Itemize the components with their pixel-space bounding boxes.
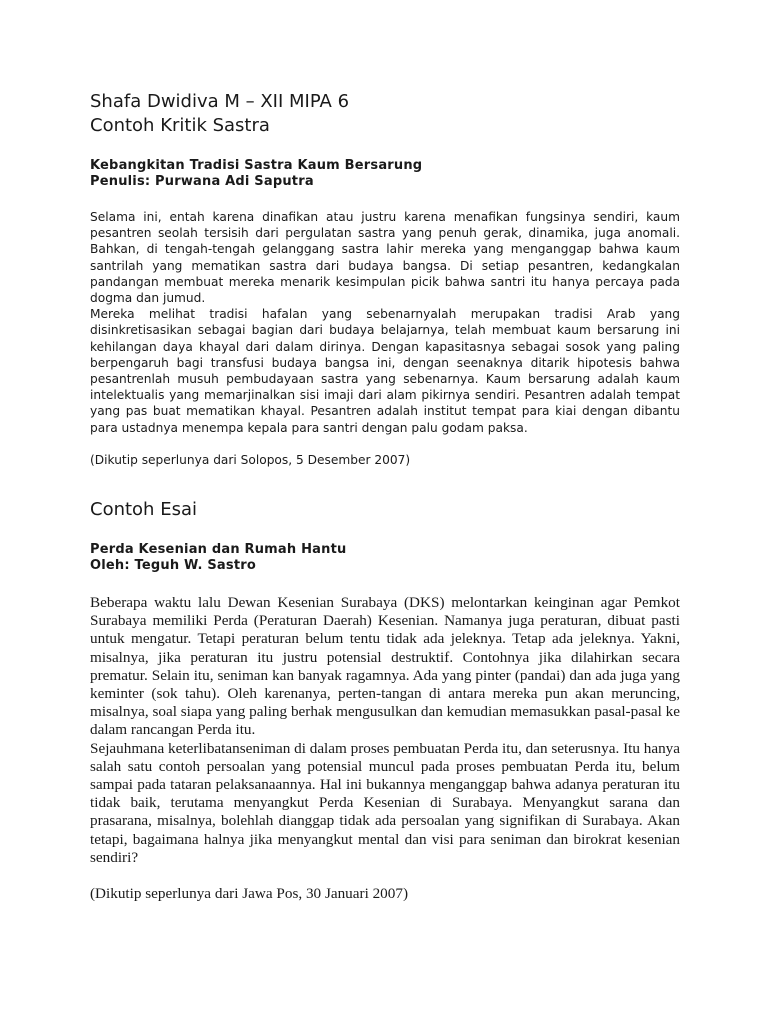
esai-source: (Dikutip seperlunya dari Jawa Pos, 30 Januari 2007) — [90, 885, 409, 903]
kritik-heading — [90, 158, 680, 190]
kritik-article-title: Kebangkitan Tradisi Sastra Kaum Bersarung — [90, 158, 423, 173]
document-page — [90, 90, 680, 903]
esai-heading — [90, 542, 680, 574]
section-title-esai: Contoh Esai — [90, 499, 197, 521]
kritik-paragraph: Selama ini, entah karena dinafikan atau justru karena menafikan fungsinya sendiri, kaum pesantren seolah tersisih dari pergulatan sastra yang penuh gerak, dinamika, juga anomali. Bahkan, di tengah-tengah gelanggang sastra lahir mereka yang menganggap bahwa kaum santrilah yang mematikan sastra dari budaya bangsa. Di setiap pesantren, kedangkalan pandangan membuat mereka menarik kesimpulan picik bahwa santri itu hanya percaya pada dogma dan jumud. — [90, 210, 680, 306]
esai-paragraph: Sejauhmana keterlibatanseniman di dalam proses pembuatan Perda itu, dan seterusnya. Itu hanya salah satu contoh persoalan yang potensial muncul pada proses pembuatan Perda itu, belum sampai pada tataran pelaksanaannya. Hal ini bukannya menganggap bahwa adanya peraturan itu tidak baik, terutama menyangkut Perda Kesenian di Surabaya. Menyangkut sarana dan prasarana, misalnya, bolehlah dianggap tidak ada persoalan yang signifikan di Surabaya. Akan tetapi, bagaimana halnya jika menyangkut mental dan visi para seniman dan birokrat kesenian sendiri? — [90, 739, 681, 866]
kritik-source: (Dikutip seperlunya dari Solopos, 5 Desember 2007) — [90, 452, 411, 467]
esai-paragraph: Beberapa waktu lalu Dewan Kesenian Surabaya (DKS) melontarkan keinginan agar Pemkot Surabaya memiliki Perda (Peraturan Daerah) Kesenian. Namanya juga peraturan, dibuat pasti untuk mengatur. Tetapi peraturan belum tentu tidak ada jeleknya. Tetap ada jeleknya. Yakni, misalnya, jika peraturan itu justru potensial destruktif. Contohnya jika dilahirkan secara prematur. Selain itu, seniman kan banyak ragamnya. Ada yang pinter (pandai) dan ada juga yang keminter (sok tahu). Oleh karenanya, perten-tangan di antara mereka pun akan meruncing, misalnya, soal siapa yang paling berhak mengusulkan dan kemudian memasukkan pasal-pasal ke dalam rancangan Perda itu. — [90, 594, 680, 739]
section-title-kritik: Contoh Kritik Sastra — [90, 115, 270, 136]
esai-article-author: Oleh: Teguh W. Sastro — [90, 558, 256, 574]
kritik-section — [90, 90, 680, 468]
esai-article-title: Perda Kesenian dan Rumah Hantu — [90, 542, 347, 558]
kritik-paragraph: Mereka melihat tradisi hafalan yang sebenarnyalah merupakan tradisi Arab yang disinkretisasikan sebagai bagian dari budaya belajarnya, telah membuat kaum bersarung ini kehilangan daya khayal dari dalam dirinya. Dengan kapasitasnya sebagai sosok yang paling berpengaruh bagi transfusi budaya bangsa ini, dengan seenaknya ditarik hipotesis bahwa pesantrenlah musuh pembudayaan sastra yang sebenarnya. Kaum bersarung adalah kaum intelektualis yang memarjinalkan sisi imaji dari alam pikirnya sendiri. Pesantren adalah tempat yang pas buat mematikan khayal. Pesantren adalah institut tempat para kiai dengan dibantu para ustadnya menempa kepala para santri dengan palu godam paksa. — [90, 307, 680, 435]
kritik-article-author: Penulis: Purwana Adi Saputra — [90, 174, 314, 189]
document-author-line: Shafa Dwidiva M – XII MIPA 6 — [90, 91, 350, 112]
esai-section — [90, 498, 680, 903]
